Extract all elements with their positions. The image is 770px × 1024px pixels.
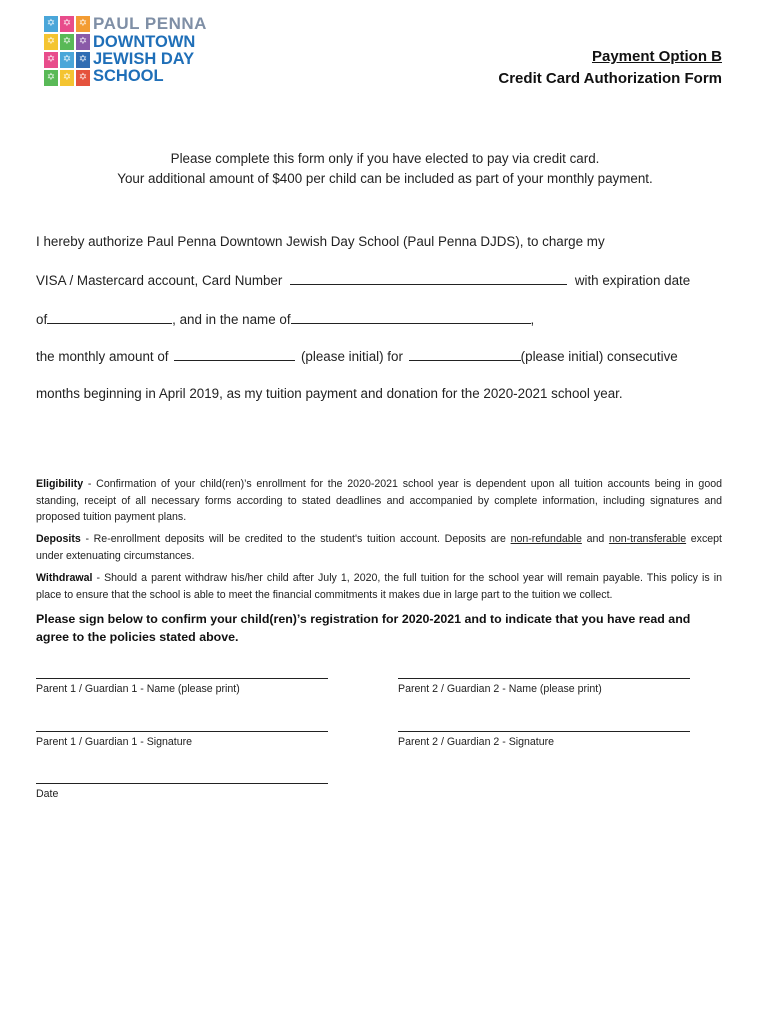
parent1-signature-label: Parent 1 / Guardian 1 - Signature [36, 736, 193, 748]
withdrawal-text: - Should a parent withdraw his/her child after July 1, 2020, the full tuition for the school year will remain payable. This policy is in place to ensure that the school is able to meet the financial commitments it makes due in large part to the tuition we collect. [36, 572, 722, 601]
name-of-label: , and in the name of [172, 312, 291, 327]
star-of-david-icon: ✡ [62, 18, 72, 29]
initial-for-label: (please initial) for [300, 349, 403, 364]
star-of-david-icon: ✡ [62, 54, 72, 65]
intro-line-2: Your additional amount of $400 per child can be included as part of your monthly payment. [117, 171, 653, 186]
star-of-david-icon: ✡ [46, 36, 56, 47]
authorization-line-3 [36, 311, 534, 327]
school-logo [44, 14, 214, 88]
star-of-david-icon: ✡ [78, 72, 88, 83]
parent1-name-label: Parent 1 / Guardian 1 - Name (please print) [36, 683, 240, 695]
non-refundable-text: non-refundable [510, 533, 582, 545]
deposits-and: and [581, 533, 609, 545]
intro-line-1: Please complete this form only if you have elected to pay via credit card. [170, 151, 600, 166]
parent1-name-line[interactable] [36, 678, 328, 679]
star-of-david-icon: ✡ [46, 18, 56, 29]
star-of-david-icon: ✡ [46, 54, 56, 65]
logo-tile [60, 52, 74, 68]
logo-line-4: SCHOOL [93, 67, 164, 85]
cardholder-name-field[interactable] [291, 311, 531, 324]
card-number-label: VISA / Mastercard account, Card Number [36, 273, 283, 288]
deposits-text-b: except under extenuating circumstances. [36, 533, 722, 562]
star-of-david-icon: ✡ [46, 72, 56, 83]
deposits-label: Deposits [36, 533, 81, 545]
eligibility-label: Eligibility [36, 478, 84, 490]
expiration-label: with expiration date [574, 273, 691, 288]
logo-tile [44, 16, 58, 32]
parent1-signature-line[interactable] [36, 731, 328, 732]
parent2-signature-label: Parent 2 / Guardian 2 - Signature [398, 736, 555, 748]
logo-line-1: PAUL PENNA [93, 14, 207, 33]
confirmation-statement: Please sign below to confirm your child(ren)’s registration for 2020-2021 and to indicate that you have read and agree to the policies stated above. [36, 612, 691, 644]
star-of-david-icon: ✡ [78, 54, 88, 65]
logo-tile [60, 70, 74, 86]
star-of-david-icon: ✡ [78, 18, 88, 29]
form-subtitle: Credit Card Authorization Form [498, 70, 722, 87]
expiration-date-field[interactable] [47, 311, 172, 324]
logo-tile [76, 34, 90, 50]
withdrawal-label: Withdrawal [36, 572, 93, 584]
comma-label: , [530, 312, 535, 327]
date-label: Date [36, 788, 59, 800]
logo-tile [44, 70, 58, 86]
logo-tile [44, 34, 58, 50]
eligibility-policy [36, 476, 722, 526]
logo-tile [76, 16, 90, 32]
non-transferable-text: non-transferable [608, 533, 687, 545]
parent2-name-label: Parent 2 / Guardian 2 - Name (please print) [398, 683, 602, 695]
logo-tile [60, 34, 74, 50]
logo-tile [76, 52, 90, 68]
parent2-signature-line[interactable] [398, 731, 690, 732]
logo-tile-grid [44, 16, 90, 86]
form-title: Payment Option B [591, 48, 722, 65]
logo-tile [60, 16, 74, 32]
logo-tile [76, 70, 90, 86]
logo-wordmark [93, 34, 195, 85]
card-number-field[interactable] [290, 272, 567, 285]
authorization-line-4 [36, 348, 678, 364]
authorization-line-5: months beginning in April 2019, as my tuition payment and donation for the 2020-2021 school year. [36, 386, 623, 401]
deposits-policy [36, 531, 722, 564]
months-count-field[interactable] [409, 348, 521, 361]
logo-line-2: DOWNTOWN [93, 33, 196, 51]
logo-line-3: JEWISH DAY [93, 50, 195, 68]
consecutive-label: (please initial) consecutive [520, 349, 678, 364]
star-of-david-icon: ✡ [78, 36, 88, 47]
monthly-amount-field[interactable] [174, 348, 295, 361]
authorization-line-1: I hereby authorize Paul Penna Downtown Jewish Day School (Paul Penna DJDS), to charge my [36, 234, 605, 249]
deposits-text-a: - Re-enrollment deposits will be credited to the student's tuition account. Deposits are [80, 533, 511, 545]
date-line[interactable] [36, 783, 328, 784]
parent2-name-line[interactable] [398, 678, 690, 679]
of-label: of [36, 312, 48, 327]
monthly-amount-label: the monthly amount of [36, 349, 169, 364]
eligibility-text: - Confirmation of your child(ren)’s enrollment for the 2020-2021 school year is dependent upon all tuition accounts being in good standing, receipt of all necessary forms according to stated deadlines and accompanied by complete information, including signatures and proposed tuition payment plans. [36, 478, 722, 523]
withdrawal-policy [36, 570, 722, 603]
star-of-david-icon: ✡ [62, 36, 72, 47]
authorization-line-2 [36, 272, 690, 288]
star-of-david-icon: ✡ [62, 72, 72, 83]
logo-tile [44, 52, 58, 68]
